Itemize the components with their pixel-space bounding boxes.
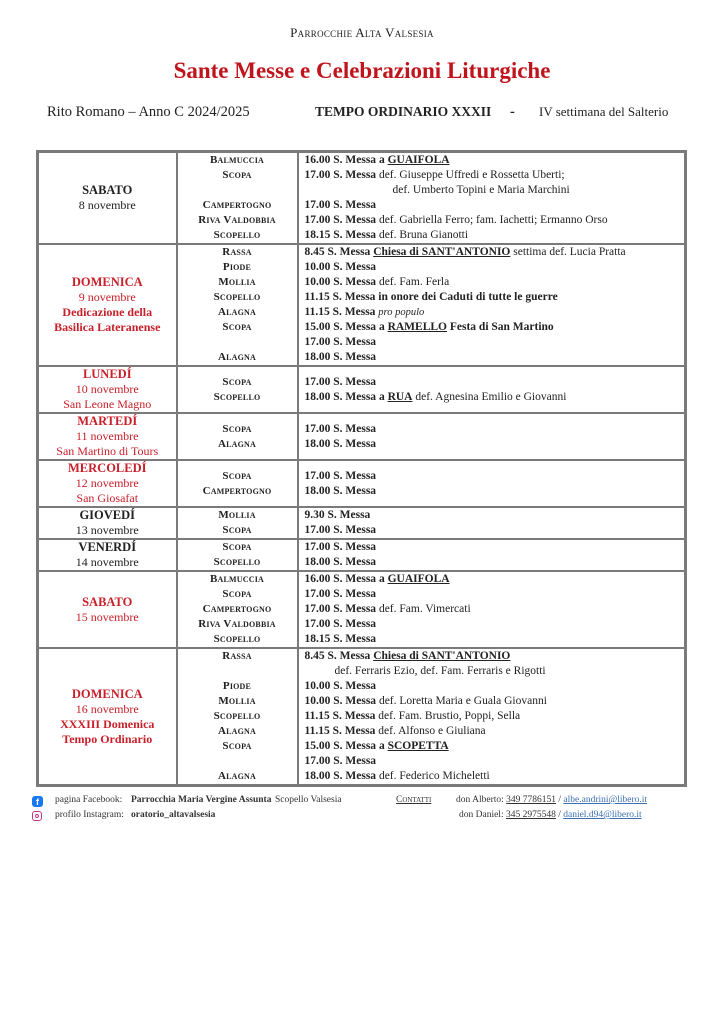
place-name: Scopa [222, 169, 252, 181]
mass-time: 18.00 S. Messa [304, 390, 377, 403]
day-row [38, 507, 686, 539]
mass-entry [305, 228, 685, 243]
mass-entry [305, 469, 685, 484]
parish-org-name: Parrocchie Alta Valsesia [290, 25, 434, 40]
day-cell [38, 244, 177, 366]
mass-time: 17.00 S. Messa [304, 422, 377, 435]
place-name: Scopa [222, 321, 252, 333]
mass-entry [305, 523, 685, 538]
mass-entry [305, 724, 685, 739]
feast-name: Basilica Lateranense [54, 320, 161, 334]
facebook-icon[interactable]: f [32, 796, 43, 807]
day-date: 13 novembre [75, 523, 139, 537]
mass-preposition: a [376, 390, 388, 403]
day-name: GIOVEDÍ [79, 508, 136, 522]
mass-entry [305, 555, 685, 570]
day-row [38, 413, 686, 460]
day-name: DOMENICA [71, 275, 143, 289]
mass-time: 18.00 S. Messa [304, 556, 377, 568]
feast-name: Dedicazione della [62, 305, 153, 319]
place-name: Campertogno [202, 603, 272, 615]
contacts-label: Contatti [396, 795, 432, 805]
day-date: 10 novembre [75, 382, 139, 396]
day-date: 11 novembre [75, 429, 139, 443]
mass-intention: settima def. Lucia Pratta [510, 246, 626, 258]
day-row [38, 648, 686, 786]
day-row [38, 460, 686, 507]
place-name: Scopello [213, 291, 261, 303]
instagram-icon[interactable] [32, 811, 42, 821]
mass-entry [305, 649, 685, 664]
instagram-handle[interactable]: oratorio_altavalsesia [131, 810, 216, 820]
day-name: MARTEDÍ [77, 414, 138, 428]
masses-cell [298, 152, 686, 245]
place-name [178, 664, 297, 679]
masses-cell [298, 507, 686, 539]
place-name: Scopa [222, 524, 252, 536]
instagram-row [32, 810, 692, 825]
mass-time: 17.00 S. Messa [304, 618, 377, 630]
day-name: SABATO [82, 183, 133, 197]
day-name: VENERDÍ [78, 540, 137, 554]
places-cell [177, 507, 298, 539]
day-row [38, 152, 686, 245]
place-name: Scopello [213, 710, 261, 722]
place-name: Balmuccia [209, 573, 265, 585]
mass-time: 17.00 S. Messa [304, 469, 377, 482]
facebook-page-name[interactable]: Parrocchia Maria Vergine Assunta [131, 795, 272, 805]
day-cell [38, 366, 177, 413]
mass-location: SCOPETTA [387, 740, 449, 752]
mass-time: 10.00 S. Messa [304, 695, 377, 707]
place-name [178, 183, 297, 198]
mass-entry [305, 484, 685, 499]
place-name: Rassa [222, 246, 252, 258]
place-name: Scopello [213, 390, 261, 403]
masses-cell [298, 539, 686, 571]
mass-time: 15.00 S. Messa [304, 321, 377, 333]
mass-entry [305, 679, 685, 694]
day-row [38, 571, 686, 648]
mass-preposition: a [376, 154, 388, 166]
day-name: SABATO [82, 594, 133, 609]
masses-cell [298, 460, 686, 507]
place-name: Campertogno [202, 484, 272, 497]
place-name: Rassa [222, 650, 252, 662]
place-name: Mollia [218, 695, 256, 707]
place-name: Scopa [222, 375, 252, 388]
mass-intention: def. Bruna Gianotti [376, 229, 469, 241]
contact-email-link[interactable]: daniel.d94@libero.it [563, 810, 642, 820]
mass-entry [305, 739, 685, 754]
footer [32, 795, 692, 825]
mass-entry [305, 260, 685, 275]
feast-name: Tempo Ordinario [62, 731, 153, 746]
mass-time: 17.00 S. Messa [304, 755, 377, 767]
mass-time: 11.15 S. Messa [304, 725, 376, 737]
mass-time: 11.15 S. Messa [304, 710, 376, 722]
day-row [38, 539, 686, 571]
place-name: Scopello [213, 229, 261, 241]
mass-time: 17.00 S. Messa [304, 524, 377, 536]
mass-entry [305, 632, 685, 647]
psalter-week: IV settimana del Salterio [539, 104, 669, 119]
mass-location: Chiesa di SANT'ANTONIO [373, 246, 511, 258]
mass-entry [305, 587, 685, 602]
mass-time: 18.00 S. Messa [304, 770, 377, 782]
place-name: Campertogno [202, 199, 272, 211]
mass-location: RAMELLO [387, 321, 447, 333]
mass-entry [305, 572, 685, 587]
day-date: 8 novembre [78, 198, 136, 212]
mass-time: 17.00 S. Messa [304, 375, 377, 388]
mass-time: 18.00 S. Messa [304, 484, 377, 497]
day-cell [38, 507, 177, 539]
mass-entry [305, 350, 685, 365]
place-name: Scopa [222, 541, 252, 553]
mass-preposition: a [376, 740, 388, 752]
day-row [38, 244, 686, 366]
mass-entry [305, 335, 685, 350]
day-date: 16 novembre [75, 701, 139, 716]
mass-intention: def. Umberto Topini e Maria Marchini [392, 184, 570, 196]
mass-entry [305, 375, 685, 390]
contact-separator: / [556, 795, 564, 805]
place-name [178, 754, 297, 769]
place-name: Mollia [218, 509, 256, 521]
places-cell [177, 460, 298, 507]
mass-intention: def. Federico Micheletti [376, 770, 490, 782]
mass-entry [305, 305, 685, 320]
mass-entry [305, 153, 685, 168]
mass-intention: def. Fam. Ferla [376, 276, 450, 288]
mass-location: Chiesa di SANT'ANTONIO [373, 650, 511, 662]
mass-location: RUA [387, 390, 413, 403]
mass-intention: def. Fam. Vimercati [376, 603, 471, 615]
mass-time: 17.00 S. Messa [304, 541, 377, 553]
mass-entry [305, 290, 685, 305]
mass-time: 18.00 S. Messa [304, 437, 377, 450]
mass-time: 18.00 S. Messa [304, 351, 377, 363]
places-cell [177, 244, 298, 366]
saint-of-day: San Giosafat [76, 491, 139, 505]
facebook-label: pagina Facebook: [55, 795, 123, 805]
mass-entry [305, 320, 685, 335]
mass-entry [305, 198, 685, 213]
day-cell [38, 571, 177, 648]
masses-cell [298, 244, 686, 366]
saint-of-day: San Martino di Tours [56, 444, 159, 458]
mass-entry [305, 617, 685, 632]
mass-event: Festa di San Martino [446, 321, 554, 333]
place-name [178, 335, 297, 350]
place-name: Riva Valdobbia [198, 214, 276, 226]
mass-entry [305, 183, 685, 198]
place-name: Scopa [222, 740, 252, 752]
place-name: Balmuccia [209, 154, 265, 166]
place-name: Alagna [217, 351, 257, 363]
mass-intention: def. Alfonso e Giuliana [375, 725, 486, 737]
instagram-label: profilo Instagram: [55, 810, 124, 820]
day-name: DOMENICA [71, 686, 143, 701]
mass-entry [305, 245, 685, 260]
mass-note: pro populo [378, 307, 425, 318]
places-cell [177, 152, 298, 245]
contact-email-link[interactable]: albe.andrini@libero.it [563, 795, 648, 805]
mass-time: 17.00 S. Messa [304, 336, 377, 348]
places-cell [177, 539, 298, 571]
place-name: Scopello [213, 556, 261, 568]
mass-time: 17.00 S. Messa [304, 214, 377, 226]
mass-entry [305, 275, 685, 290]
mass-time: 17.00 S. Messa [304, 603, 377, 615]
mass-location: GUAIFOLA [387, 154, 450, 166]
liturgical-season: TEMPO ORDINARIO XXXII [315, 104, 492, 119]
place-name: Riva Valdobbia [198, 618, 276, 630]
mass-entry [305, 508, 685, 523]
mass-intention: def. Fam. Brustio, Poppi, Sella [375, 710, 521, 722]
mass-entry [305, 213, 685, 228]
place-name: Mollia [218, 276, 256, 288]
mass-intention: def. Loretta Maria e Guala Giovanni [376, 695, 547, 707]
contact-alberto [456, 795, 647, 805]
mass-intention: def. Gabriella Ferro; fam. Iachetti; Ermanno Orso [376, 214, 608, 226]
saint-of-day: San Leone Magno [63, 397, 152, 411]
mass-time: 11.15 S. Messa in onore dei Caduti di tutte le guerre [304, 291, 558, 303]
mass-preposition: a [376, 573, 388, 585]
place-name: Piode [222, 680, 252, 692]
contact-phone[interactable]: 349 7786151 [506, 795, 557, 805]
places-cell [177, 648, 298, 786]
mass-entry [305, 422, 685, 437]
mass-entry [305, 168, 685, 183]
mass-time: 10.00 S. Messa [304, 276, 377, 288]
place-name: Alagna [217, 306, 257, 318]
masses-cell [298, 366, 686, 413]
day-cell [38, 648, 177, 786]
mass-time: 17.00 S. Messa [304, 169, 377, 181]
contact-daniel [459, 810, 642, 820]
mass-time: 11.15 S. Messa [304, 306, 376, 318]
place-name: Alagna [217, 437, 257, 450]
mass-entry [305, 664, 685, 679]
mass-entry [305, 390, 685, 405]
mass-time: 18.15 S. Messa [304, 229, 377, 241]
mass-time: 8.45 S. Messa [304, 650, 371, 662]
mass-entry [305, 540, 685, 555]
mass-time: 8.45 S. Messa [304, 246, 371, 258]
separator: - [510, 104, 515, 120]
mass-time: 16.00 S. Messa [304, 154, 377, 166]
contact-person: don Alberto: [456, 795, 504, 805]
contact-person: don Daniel: [459, 810, 504, 820]
mass-entry [305, 437, 685, 452]
places-cell [177, 366, 298, 413]
day-row [38, 366, 686, 413]
contact-phone[interactable]: 345 2975548 [505, 810, 556, 820]
day-cell [38, 413, 177, 460]
places-cell [177, 413, 298, 460]
mass-entry [305, 602, 685, 617]
mass-time: 17.00 S. Messa [304, 588, 377, 600]
masses-cell [298, 571, 686, 648]
mass-time: 15.00 S. Messa [304, 740, 377, 752]
mass-intention: def. Agnesina Emilio e Giovanni [412, 390, 567, 403]
mass-intention: def. Ferraris Ezio, def. Fam. Ferraris e Rigotti [334, 665, 546, 677]
mass-time: 10.00 S. Messa [304, 680, 377, 692]
day-date: 15 novembre [75, 609, 139, 624]
day-date: 14 novembre [75, 555, 139, 569]
page-title: Sante Messe e Celebrazioni Liturgiche [173, 58, 551, 83]
mass-entry [305, 769, 685, 784]
place-name: Scopa [222, 422, 252, 435]
mass-entry [305, 694, 685, 709]
masses-cell [298, 648, 686, 786]
day-cell [38, 152, 177, 245]
day-name: MERCOLEDÍ [68, 461, 147, 475]
place-name: Piode [222, 261, 252, 273]
day-date: 9 novembre [78, 290, 136, 304]
mass-entry [305, 709, 685, 724]
mass-time: 16.00 S. Messa [304, 573, 377, 585]
place-name: Scopa [222, 469, 252, 482]
place-name: Scopa [222, 588, 252, 600]
feast-name: XXXIII Domenica [60, 716, 155, 731]
masses-cell [298, 413, 686, 460]
mass-location: GUAIFOLA [387, 573, 450, 585]
place-name: Alagna [217, 725, 257, 737]
day-cell [38, 460, 177, 507]
facebook-location: Scopello Valsesia [275, 795, 342, 805]
mass-schedule-table [36, 150, 687, 787]
day-date: 12 novembre [75, 476, 139, 490]
mass-intention: def. Giuseppe Uffredi e Rossetta Uberti; [376, 169, 565, 181]
contact-separator: / [555, 810, 564, 820]
mass-entry [305, 754, 685, 769]
mass-time: 9.30 S. Messa [304, 509, 371, 521]
places-cell [177, 571, 298, 648]
place-name: Scopello [213, 633, 261, 645]
mass-time: 18.15 S. Messa [304, 633, 377, 645]
mass-time: 17.00 S. Messa [304, 199, 377, 211]
day-cell [38, 539, 177, 571]
mass-preposition: a [376, 321, 388, 333]
mass-time: 10.00 S. Messa [304, 261, 377, 273]
place-name: Alagna [217, 770, 257, 782]
day-name: LUNEDÍ [82, 367, 132, 381]
facebook-row [32, 795, 692, 810]
rite-year: Rito Romano – Anno C 2024/2025 [47, 104, 250, 120]
